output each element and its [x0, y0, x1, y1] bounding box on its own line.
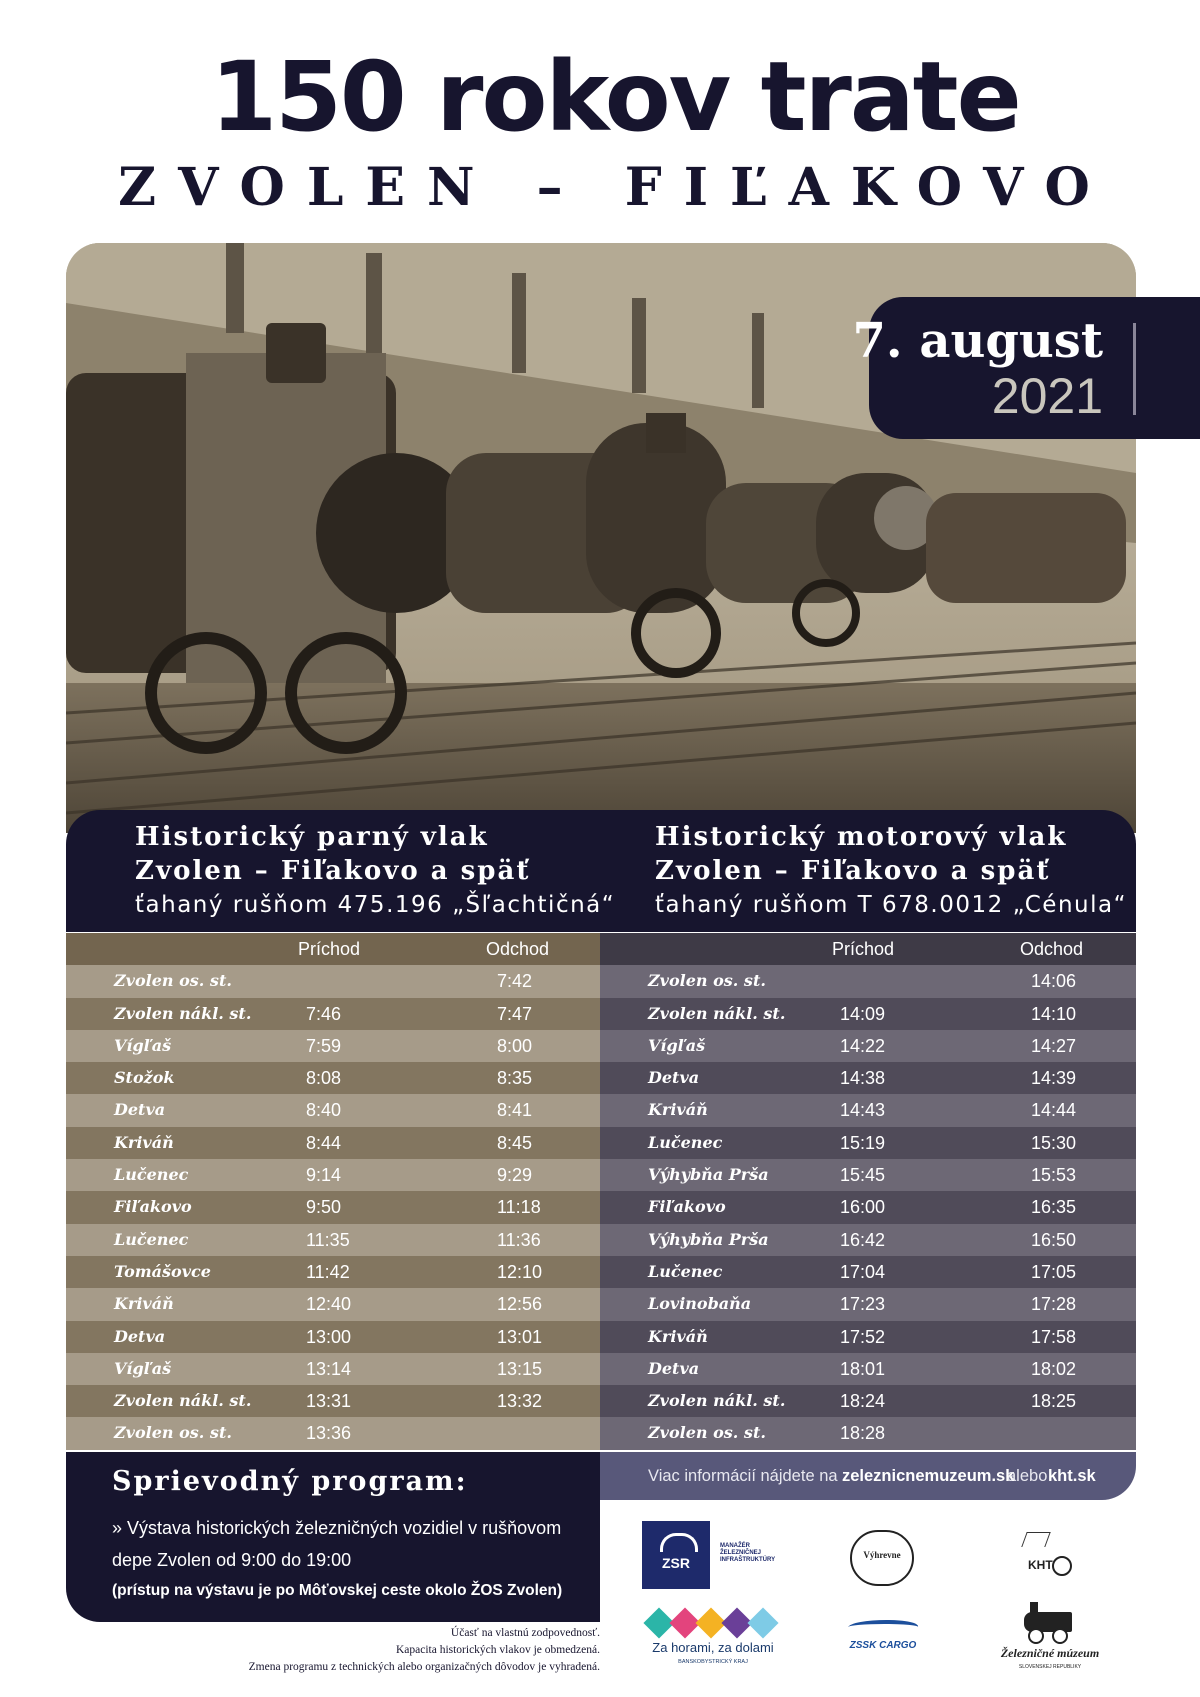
departure-time: 12:10 [497, 1261, 543, 1282]
arrival-time: 17:04 [840, 1261, 886, 1282]
arrival-time: 11:35 [306, 1229, 350, 1250]
zssk-logo-text: ZSSK CARGO [849, 1640, 917, 1651]
motor-train-header [655, 820, 1127, 922]
station-name: Zvolen nákl. st. [648, 1003, 786, 1023]
vyhrevne-logo [850, 1530, 914, 1586]
table-row [66, 965, 600, 997]
departure-time: 16:35 [1031, 1197, 1077, 1218]
date-year: 2021 [991, 368, 1103, 424]
departure-time: 8:45 [497, 1132, 533, 1153]
station-name: Zvolen nákl. st. [114, 1003, 252, 1023]
station-name: Lučenec [114, 1165, 189, 1185]
table-row [66, 1127, 600, 1159]
station-name: Detva [114, 1326, 166, 1346]
station-name: Zvolen os. st. [114, 971, 232, 991]
poster-title: 150 rokov trate [210, 41, 1020, 153]
more-info-banner [600, 1452, 1136, 1500]
zsr-logo-caption: MANAŽÉR ŽELEZNIČNEJ INFRAŠTRUKTÚRY [720, 1543, 776, 1563]
arrival-time: 14:22 [840, 1035, 886, 1056]
table-row [600, 1321, 1136, 1353]
program-line-1: » Výstava historických železničných vozidiel v rušňovom [112, 1518, 562, 1538]
departure-time: 8:41 [497, 1100, 533, 1121]
info-link-kht[interactable]: kht.sk [1048, 1467, 1096, 1485]
zsr-logo [642, 1521, 710, 1589]
table-row [600, 1417, 1136, 1449]
station-name: Zvolen os. st. [648, 971, 766, 991]
steam-train-header [135, 820, 615, 922]
arrival-time: 14:38 [840, 1068, 886, 1089]
table-row [600, 1159, 1136, 1191]
arrival-time: 12:40 [306, 1294, 352, 1315]
arrival-time: 18:24 [840, 1391, 886, 1412]
museum-loco-wheel [1052, 1628, 1068, 1644]
arrival-time: 18:01 [840, 1358, 886, 1379]
museum-logo-text: Železničné múzeum [1000, 1646, 1100, 1660]
arrival-time: 8:08 [306, 1068, 342, 1089]
table-row [66, 1385, 600, 1417]
arrival-time: 13:00 [306, 1326, 352, 1347]
station-name: Lučenec [114, 1229, 189, 1249]
departure-header: Odchod [486, 939, 550, 959]
table-row [66, 1417, 600, 1449]
departure-time: 8:00 [497, 1035, 533, 1056]
station-name: Vígľaš [648, 1035, 706, 1055]
station-name: Kriváň [114, 1132, 174, 1152]
station-name: Zvolen os. st. [114, 1423, 232, 1443]
table-header [600, 933, 1136, 965]
table-row [600, 1127, 1136, 1159]
program-line-3: (prístup na výstavu je po Môťovskej ceste okolo ŽOS Zvolen) [112, 1582, 563, 1599]
arrival-header: Príchod [298, 939, 361, 959]
arrival-time: 7:46 [306, 1003, 342, 1024]
steam-train-locomotive: ťahaný rušňom 475.196 „Šľachtičná“ [135, 892, 616, 918]
departure-time: 14:44 [1031, 1100, 1077, 1121]
departure-time: 13:01 [497, 1326, 543, 1347]
station-name: Zvolen nákl. st. [648, 1391, 786, 1411]
program-title: Sprievodný program: [112, 1466, 468, 1497]
vyhrevne-logo-text: Výhrevne [863, 1550, 901, 1560]
footnote-3: Zmena programu z technických alebo organizačných dôvodov je vyhradená. [248, 1661, 600, 1673]
departure-time: 18:25 [1031, 1391, 1077, 1412]
motor-train-route: Zvolen – Fiľakovo a späť [655, 856, 1051, 886]
arrival-time: 9:50 [306, 1197, 342, 1218]
station-name: Zvolen nákl. st. [114, 1391, 252, 1411]
arrival-time: 7:59 [306, 1035, 342, 1056]
table-row [600, 1288, 1136, 1320]
station-name: Vígľaš [114, 1035, 172, 1055]
arrival-time: 17:23 [840, 1294, 886, 1315]
date-badge [852, 297, 1200, 439]
zsr-logo-text: ZSR [662, 1555, 690, 1571]
motor-timetable [600, 933, 1136, 1450]
table-row [600, 998, 1136, 1030]
accompanying-program [66, 1452, 600, 1622]
date-day: 7. august [852, 313, 1103, 369]
bbsk-logo-text: Za horami, za dolami [652, 1640, 774, 1655]
station-name: Fiľakovo [114, 1197, 192, 1217]
station-name: Výhybňa Prša [648, 1165, 769, 1185]
table-row [66, 1191, 600, 1223]
info-prefix: Viac informácií nájdete na [648, 1467, 838, 1485]
zssk-swoosh-icon [842, 1618, 922, 1632]
bbsk-logo-sub: BANSKOBYSTRICKÝ KRAJ [678, 1659, 748, 1665]
table-header [66, 933, 600, 965]
arrival-time: 16:00 [840, 1197, 886, 1218]
table-row [600, 1224, 1136, 1256]
station-name: Lovinobaňa [648, 1294, 752, 1314]
station-name: Výhybňa Prša [648, 1229, 769, 1249]
station-name: Lučenec [648, 1261, 723, 1281]
table-row [600, 1094, 1136, 1126]
date-divider [1133, 323, 1136, 415]
kht-logo [1020, 1532, 1072, 1578]
steam-timetable [66, 933, 600, 1450]
zsr-emblem-icon [660, 1533, 698, 1552]
departure-header: Odchod [1020, 939, 1084, 959]
departure-time: 13:32 [497, 1391, 543, 1412]
arrival-time: 18:28 [840, 1423, 886, 1444]
departure-time: 11:36 [497, 1229, 541, 1250]
kht-wheel-icon [1052, 1556, 1072, 1576]
museum-loco-chimney [1030, 1602, 1038, 1614]
arrival-time: 16:42 [840, 1229, 886, 1250]
table-row [66, 1256, 600, 1288]
departure-time: 15:30 [1031, 1132, 1077, 1153]
zssk-swoosh-line [845, 1620, 922, 1634]
arrival-time: 17:52 [840, 1326, 886, 1347]
table-row [66, 1224, 600, 1256]
table-row [66, 1159, 600, 1191]
station-name: Stožok [114, 1068, 175, 1088]
departure-time: 7:42 [497, 971, 533, 992]
arrival-time: 11:42 [306, 1261, 350, 1282]
station-name: Vígľaš [114, 1358, 172, 1378]
station-name: Detva [114, 1100, 166, 1120]
station-name: Tomášovce [114, 1261, 211, 1281]
arrival-time: 9:14 [306, 1165, 342, 1186]
motor-train-title: Historický motorový vlak [655, 822, 1068, 852]
table-row [66, 1353, 600, 1385]
departure-time: 11:18 [497, 1197, 541, 1218]
footnote-2: Kapacita historických vlakov je obmedzená. [395, 1644, 600, 1656]
bbsk-shape-icon [747, 1607, 778, 1638]
arrival-time: 8:40 [306, 1100, 342, 1121]
steam-train-route: Zvolen – Fiľakovo a späť [135, 856, 531, 886]
arrival-time: 14:43 [840, 1100, 886, 1121]
table-row [600, 1353, 1136, 1385]
station-name: Detva [648, 1358, 700, 1378]
departure-time: 15:53 [1031, 1165, 1077, 1186]
table-row [66, 998, 600, 1030]
station-name: Fiľakovo [648, 1197, 726, 1217]
departure-time: 16:50 [1031, 1229, 1077, 1250]
departure-time: 8:35 [497, 1068, 533, 1089]
table-row [66, 1094, 600, 1126]
poster-subtitle: ZVOLEN – FIĽAKOVO [118, 157, 1112, 218]
table-row [600, 1385, 1136, 1417]
departure-time: 14:06 [1031, 971, 1077, 992]
departure-time: 17:05 [1031, 1261, 1077, 1282]
station-name: Kriváň [648, 1326, 708, 1346]
table-row [600, 1256, 1136, 1288]
table-row [66, 1030, 600, 1062]
arrival-time: 15:45 [840, 1165, 886, 1186]
table-row [66, 1288, 600, 1320]
arrival-time: 8:44 [306, 1132, 342, 1153]
arrival-time: 13:14 [306, 1358, 352, 1379]
footnote-1: Účasť na vlastnú zodpovednosť. [450, 1627, 600, 1639]
departure-time: 17:28 [1031, 1294, 1077, 1315]
departure-time: 12:56 [497, 1294, 543, 1315]
program-line-2: depe Zvolen od 9:00 do 19:00 [112, 1550, 352, 1570]
museum-logo-sub: SLOVENSKEJ REPUBLIKY [1018, 1664, 1082, 1670]
arrival-time: 14:09 [840, 1003, 886, 1024]
motor-train-locomotive: ťahaný rušňom T 678.0012 „Cénula“ [655, 892, 1128, 918]
departure-time: 14:39 [1031, 1068, 1077, 1089]
table-row [66, 1062, 600, 1094]
station-name: Detva [648, 1068, 700, 1088]
steam-train-title: Historický parný vlak [135, 822, 489, 852]
arrival-header: Príchod [832, 939, 895, 959]
departure-time: 13:15 [497, 1358, 543, 1379]
station-name: Zvolen os. st. [648, 1423, 766, 1443]
departure-time: 14:27 [1031, 1035, 1077, 1056]
station-name: Kriváň [114, 1294, 174, 1314]
arrival-time: 15:19 [840, 1132, 886, 1153]
table-row [600, 1062, 1136, 1094]
station-name: Lučenec [648, 1132, 723, 1152]
museum-locomotive-icon [1010, 1598, 1090, 1642]
departure-time: 17:58 [1031, 1326, 1077, 1347]
train-headers [66, 810, 1136, 932]
station-name: Kriváň [648, 1100, 708, 1120]
departure-time: 18:02 [1031, 1358, 1077, 1379]
departure-time: 9:29 [497, 1165, 533, 1186]
departure-time: 7:47 [497, 1003, 533, 1024]
museum-loco-wheel [1028, 1628, 1044, 1644]
arrival-time: 13:31 [306, 1391, 352, 1412]
info-middle: alebo [1007, 1467, 1048, 1485]
table-row [66, 1321, 600, 1353]
info-link-museum[interactable]: zeleznicnemuzeum.sk [842, 1467, 1015, 1485]
table-row [600, 965, 1136, 997]
arrival-time: 13:36 [306, 1423, 352, 1444]
departure-time: 14:10 [1031, 1003, 1077, 1024]
table-row [600, 1191, 1136, 1223]
kht-roof-icon [1021, 1532, 1050, 1547]
kht-logo-text: KHT [1028, 1558, 1053, 1572]
bbsk-logo-shapes [640, 1608, 780, 1638]
table-row [600, 1030, 1136, 1062]
